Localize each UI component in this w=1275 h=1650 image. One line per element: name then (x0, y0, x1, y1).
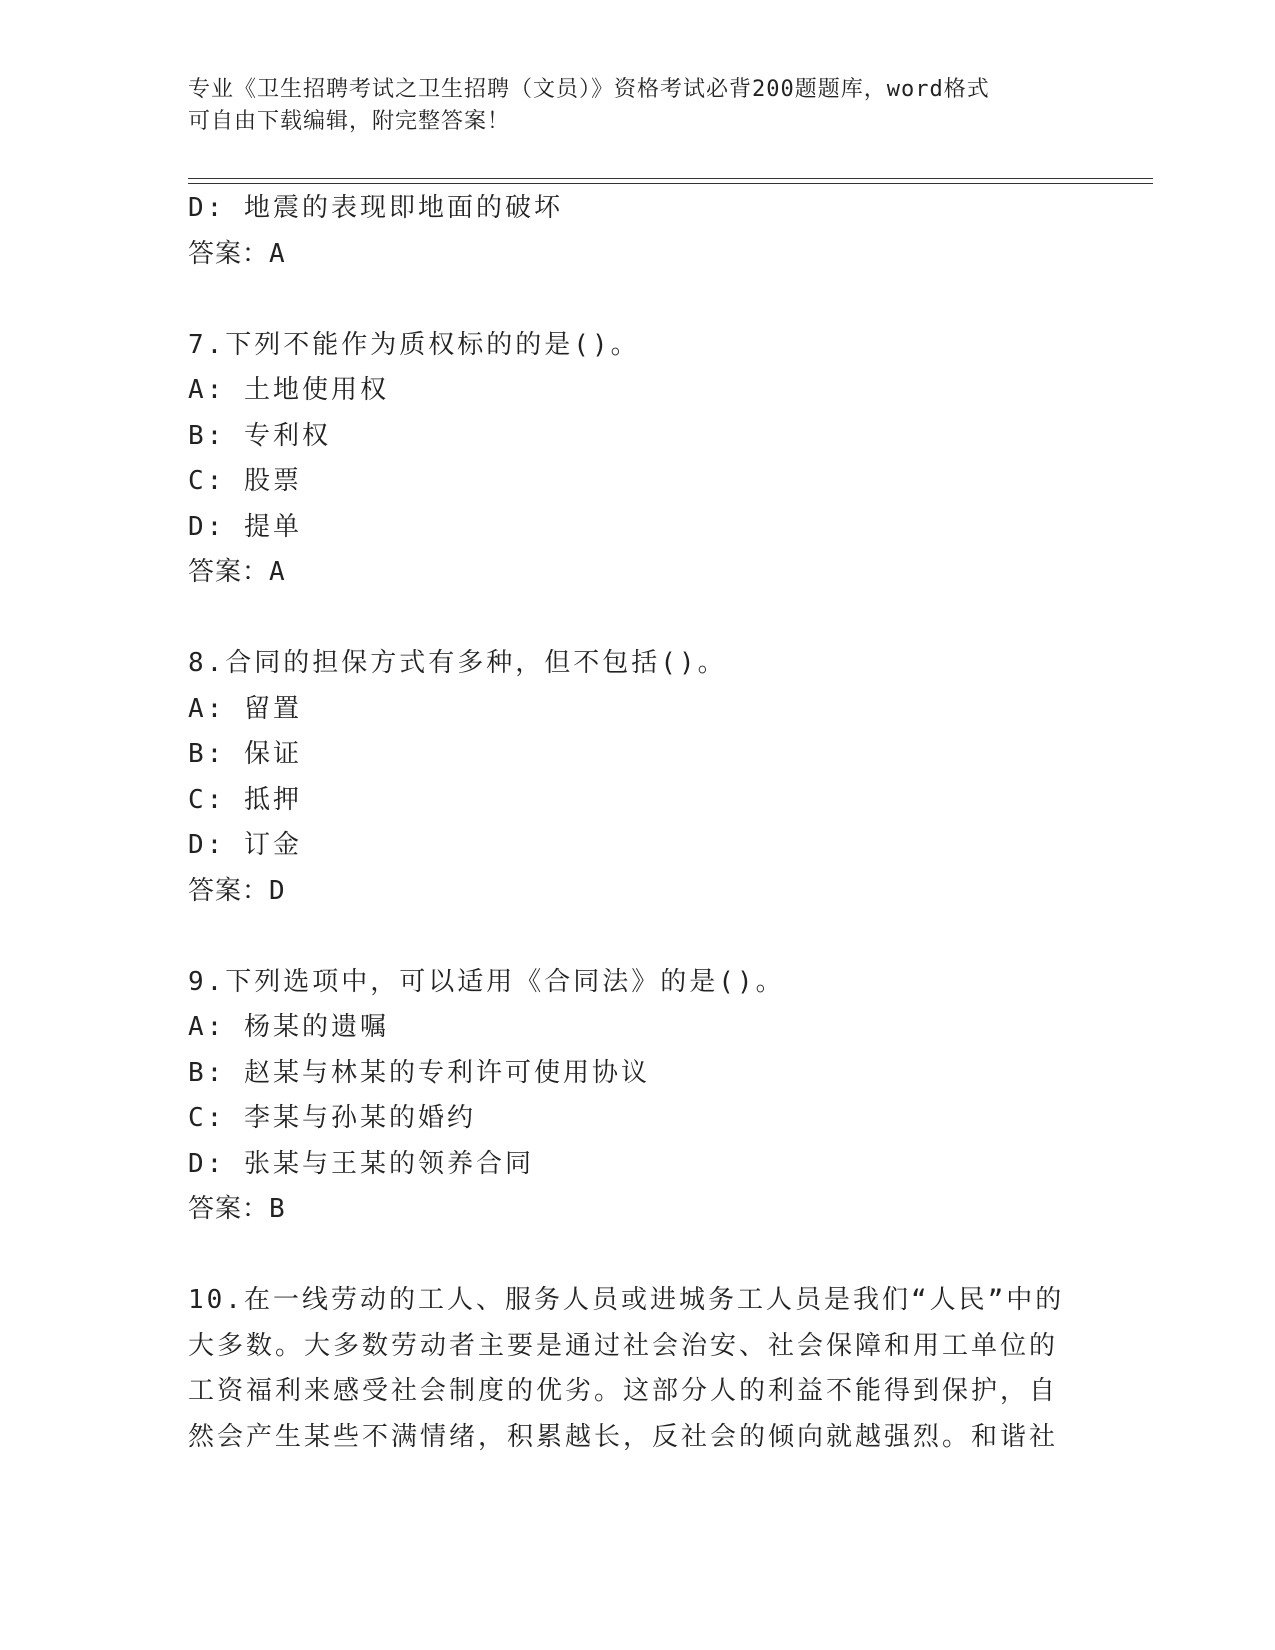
q8-option-d: D: 订金 (188, 830, 302, 860)
question-7 (188, 323, 1088, 596)
header-divider-bottom (188, 183, 1153, 184)
q6-answer: 答案：A (188, 238, 286, 269)
q7-option-d: D: 提单 (188, 511, 302, 542)
question-6-tail (188, 186, 1088, 277)
q9-option-d: D: 张某与王某的领养合同 (188, 1148, 534, 1179)
spacer (188, 596, 1088, 642)
question-10 (188, 1278, 1068, 1460)
q7-question: 7.下列不能作为质权标的的是()。 (188, 329, 640, 360)
q7-option-b: B: 专利权 (188, 420, 331, 451)
q9-answer: 答案：B (188, 1194, 286, 1224)
q10-line-3: 工资福利来感受社会制度的优劣。这部分人的利益不能得到保护，自 (188, 1376, 1059, 1406)
q10-line-2: 大多数。大多数劳动者主要是通过社会治安、社会保障和用工单位的 (188, 1330, 1059, 1361)
q8-answer: 答案：D (188, 875, 286, 906)
q8-option-b: B: 保证 (188, 739, 302, 769)
q9-question: 9.下列选项中，可以适用《合同法》的是()。 (188, 966, 785, 997)
question-9 (188, 960, 1088, 1233)
header-divider-top (188, 178, 1153, 179)
q9-option-b: B: 赵某与林某的专利许可使用协议 (188, 1057, 650, 1088)
q7-option-c: C: 股票 (188, 466, 302, 496)
spacer (188, 914, 1088, 960)
q8-option-a: A: 留置 (188, 693, 302, 724)
spacer (188, 1233, 1088, 1279)
q9-option-a: A: 杨某的遗嘱 (188, 1012, 389, 1042)
q8-option-c: C: 抵押 (188, 784, 302, 815)
document-header (188, 74, 1068, 138)
q9-option-c: C: 李某与孙某的婚约 (188, 1103, 476, 1133)
q7-option-a: A: 土地使用权 (188, 375, 389, 405)
header-line-1: 专业《卫生招聘考试之卫生招聘（文员）》资格考试必背200题题库，word格式 (188, 77, 990, 102)
q10-line-1: 10.在一线劳动的工人、服务人员或进城务工人员是我们“人民”中的 (188, 1285, 1065, 1315)
question-8 (188, 641, 1088, 914)
header-line-2: 可自由下载编辑，附完整答案！ (188, 109, 511, 134)
q6-option-d: D: 地震的表现即地面的破坏 (188, 193, 563, 223)
q10-line-4: 然会产生某些不满情绪，积累越长，反社会的倾向就越强烈。和谐社 (188, 1421, 1059, 1452)
question-list (188, 186, 1088, 1460)
q8-question: 8.合同的担保方式有多种，但不包括()。 (188, 648, 727, 678)
spacer (188, 277, 1088, 323)
q7-answer: 答案：A (188, 557, 286, 587)
